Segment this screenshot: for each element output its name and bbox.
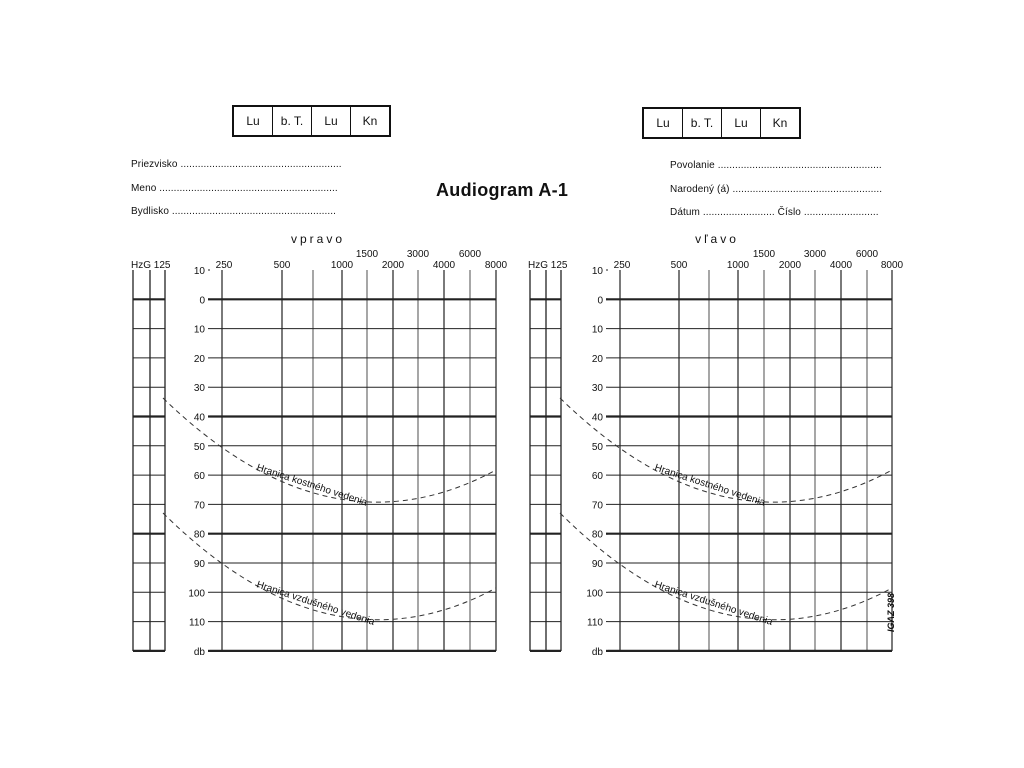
freq-label: 500: [273, 260, 291, 271]
db-label: 90: [591, 559, 603, 570]
freq-label: 250: [613, 260, 631, 271]
db-label: 110: [587, 617, 603, 629]
box-bt: b. T.: [683, 109, 722, 137]
hzg-label: HzG 125: [131, 260, 171, 271]
db-label: 10: [591, 324, 603, 336]
db-label: 20: [193, 353, 205, 365]
db-label: 10: [193, 266, 205, 277]
air-curve-label: Hranica vzdušného vedenia: [653, 579, 774, 628]
db-label: 90: [193, 559, 205, 570]
born-field[interactable]: Narodený (á) ....................................................: [670, 184, 883, 195]
freq-label-top: 1500: [752, 249, 776, 260]
form-code: IGAZ 398: [886, 592, 896, 632]
freq-label: 2000: [778, 260, 802, 271]
db-label: 70: [591, 500, 603, 512]
db-label: 0: [199, 295, 205, 307]
box-bt: b. T.: [273, 107, 312, 135]
freq-label-top: 1500: [355, 249, 379, 260]
air-curve-label: Hranica vzdušného vedenia: [255, 579, 376, 628]
db-label: db: [591, 646, 603, 658]
freq-label-top: 6000: [855, 249, 879, 260]
db-label: 40: [591, 412, 603, 424]
first-name-field[interactable]: Meno ..............................................................: [131, 183, 338, 194]
db-label: 60: [591, 471, 603, 483]
db-label: 30: [193, 383, 205, 395]
occupation-field[interactable]: Povolanie .........................................................: [670, 160, 882, 171]
freq-label: 500: [670, 260, 688, 271]
db-label: 10: [591, 266, 603, 277]
freq-label: 4000: [432, 260, 456, 271]
box-lu: Lu: [722, 109, 761, 137]
freq-label: 8000: [880, 260, 904, 271]
db-label: 100: [188, 588, 205, 600]
db-label: 30: [591, 383, 603, 395]
db-label: 110: [189, 617, 205, 629]
freq-label-top: 6000: [458, 249, 482, 260]
db-label: 10: [193, 324, 205, 336]
freq-label-top: 3000: [803, 249, 827, 260]
page-title: Audiogram A-1: [436, 180, 569, 200]
box-kn: Kn: [362, 114, 378, 128]
bone-curve-label: Hranica kostného vedenia: [255, 462, 369, 509]
db-label: 50: [591, 441, 603, 453]
db-label: 80: [193, 529, 205, 541]
db-label: db: [193, 646, 205, 658]
freq-label: 1000: [330, 260, 354, 271]
freq-label-top: 3000: [406, 249, 430, 260]
db-label: 50: [193, 441, 205, 453]
hzg-label: HzG 125: [528, 260, 568, 271]
ear-label: vľavo: [695, 232, 739, 246]
freq-label: 8000: [484, 260, 508, 271]
bone-curve-label: Hranica kostného vedenia: [653, 462, 767, 509]
db-label: 100: [586, 588, 603, 600]
box-lu: Lu: [234, 107, 273, 135]
freq-label: 4000: [829, 260, 853, 271]
db-label: 0: [597, 295, 603, 307]
db-label: 70: [193, 500, 205, 512]
db-label: 80: [591, 529, 603, 541]
freq-label: 2000: [381, 260, 405, 271]
box-kn: Kn: [772, 116, 788, 130]
freq-label: 250: [215, 260, 233, 271]
freq-label: 1000: [726, 260, 750, 271]
surname-field[interactable]: Priezvisko ........................................................: [131, 159, 342, 170]
box-lu: Lu: [644, 109, 683, 137]
db-label: 60: [193, 471, 205, 483]
box-lu: Lu: [312, 107, 351, 135]
residence-field[interactable]: Bydlisko .........................................................: [131, 206, 336, 217]
db-label: 20: [591, 353, 603, 365]
db-label: 40: [193, 412, 205, 424]
ear-label: vpravo: [290, 232, 346, 246]
date-number-field[interactable]: Dátum ......................... Číslo ..........................: [670, 207, 879, 218]
